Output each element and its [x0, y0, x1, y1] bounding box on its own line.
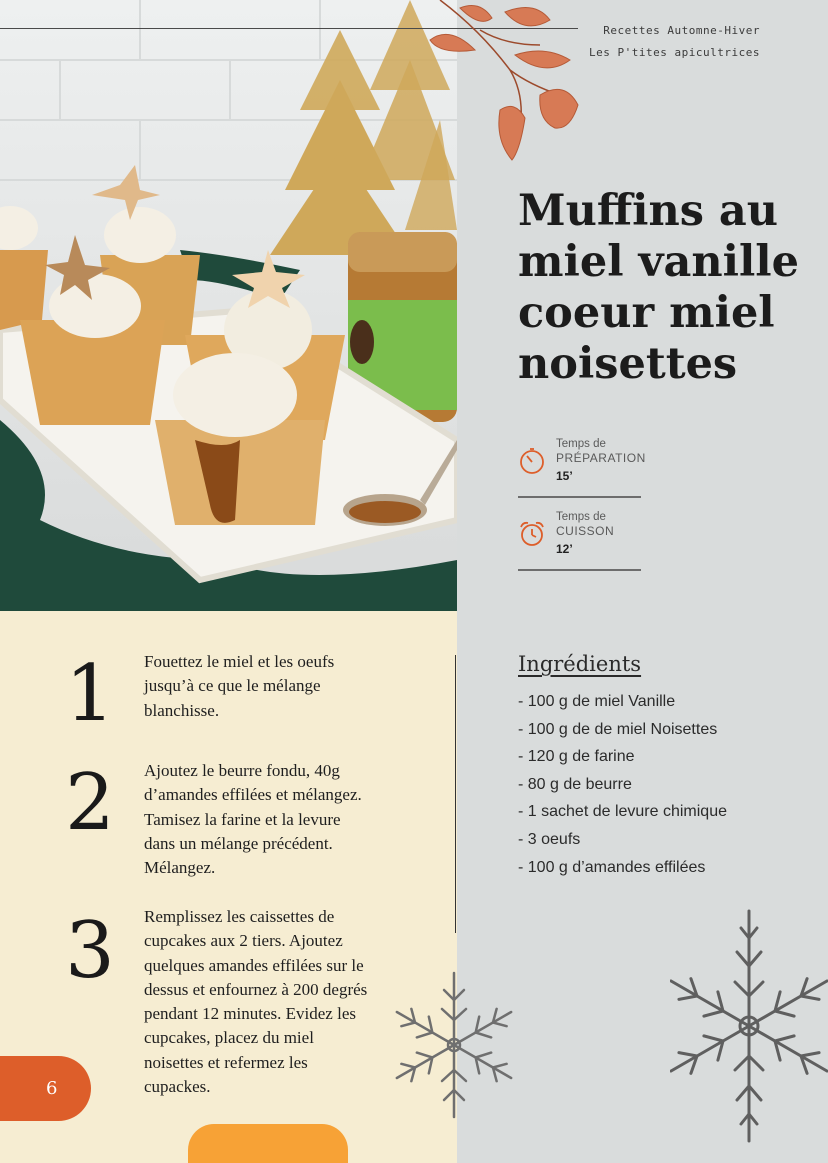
step-number: 3 — [65, 906, 115, 996]
step-number: 2 — [65, 758, 115, 848]
snowflake-icon — [670, 908, 828, 1144]
step-text: Remplissez les caissettes de cupcakes aux 2 tiers. Ajoutez quelques amandes effilées sur le dessus et enfournez à 200 degrés pendant 12 minutes. Evidez les cupcakes, placez du miel noisettes et refermez les cupackes. — [144, 907, 368, 1097]
prep-label-big: PRÉPARATION — [556, 451, 646, 465]
step-number: 1 — [65, 649, 115, 739]
cook-label-small: Temps de — [556, 511, 606, 523]
header-text — [589, 20, 760, 64]
column-divider — [455, 655, 456, 933]
ingredient-item: - 1 sachet de levure chimique — [518, 803, 727, 821]
alarm-clock-icon — [518, 520, 546, 548]
cook-label-big: CUISSON — [556, 524, 615, 538]
ingredient-item: - 3 oeufs — [518, 830, 581, 848]
page-number: 6 — [46, 1078, 58, 1099]
recipe-title: Muffins au miel vanille coeur miel noisettes — [518, 186, 799, 389]
timer-icon — [518, 447, 546, 475]
leaves-decoration — [420, 0, 590, 170]
step-text: Fouettez le miel et les oeufs jusqu’à ce que le mélange blanchisse. — [144, 652, 335, 720]
prep-value: 15’ — [556, 469, 573, 483]
ingredient-item: - 120 g de farine — [518, 748, 635, 766]
prep-time — [518, 437, 646, 498]
header-line1: Recettes Automne-Hiver — [603, 24, 760, 37]
prep-label-small: Temps de — [556, 438, 606, 450]
step-text: Ajoutez le beurre fondu, 40g d’amandes effilées et mélangez. Tamisez la farine et la levure dans un mélange précédent. Mélangez. — [144, 761, 362, 878]
ingredients-title: Ingrédients — [518, 652, 642, 676]
cook-time — [518, 510, 641, 571]
ingredients-list — [518, 690, 727, 883]
bottom-tab — [188, 1124, 348, 1163]
cook-value: 12’ — [556, 542, 573, 556]
snowflake-icon — [388, 970, 520, 1120]
ingredient-item: - 80 g de beurre — [518, 775, 632, 793]
header-line2: Les P'tites apicultrices — [589, 46, 760, 59]
recipe-photo — [0, 0, 457, 611]
ingredient-item: - 100 g d’amandes effilées — [518, 858, 706, 876]
ingredient-item: - 100 g de miel Vanille — [518, 693, 676, 710]
page-number-badge — [0, 1056, 91, 1121]
ingredient-item: - 100 g de de miel Noisettes — [518, 720, 718, 738]
